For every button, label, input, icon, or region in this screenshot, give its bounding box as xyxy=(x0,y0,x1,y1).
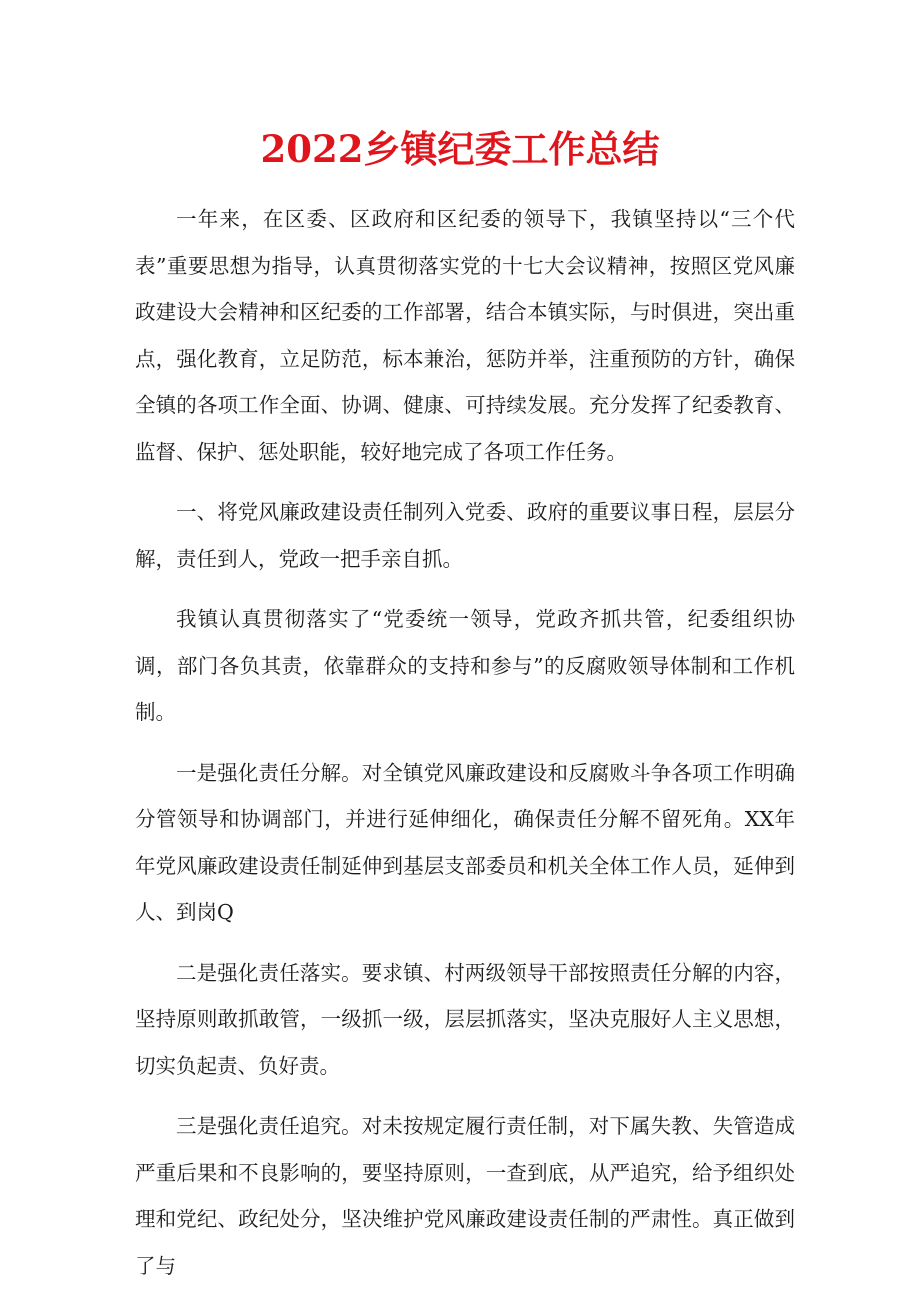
paragraph-responsibility-implementation: 二是强化责任落实。要求镇、村两级领导干部按照责任分解的内容，坚持原则敢抓敢管，一级抓一级，层层抓落实，坚决克服好人主义思想，切实负起责、负好责。 xyxy=(135,960,795,1078)
document-title: 2022乡镇纪委工作总结 xyxy=(260,127,660,171)
paragraph-section-one-heading: 一、将党风廉政建设责任制列入党委、政府的重要议事日程，层层分解，责任到人，党政一把手亲自抓。 xyxy=(135,500,795,571)
document-body xyxy=(135,196,795,1303)
paragraph-leadership-system: 我镇认真贯彻落实了“党委统一领导，党政齐抓共管，纪委组织协调，部门各负其责，依靠群众的支持和参与”的反腐败领导体制和工作机制。 xyxy=(135,607,795,724)
paragraph-responsibility-accountability: 三是强化责任追究。对未按规定履行责任制，对下属失教、失管造成严重后果和不良影响的，要坚持原则，一查到底，从严追究，给予组织处理和党纪、政纪处分，坚决维护党风廉政建设责任制的严肃性。真正做到了与 xyxy=(135,1114,795,1278)
paragraph-responsibility-breakdown: 一是强化责任分解。对全镇党风廉政建设和反腐败斗争各项工作明确分管领导和协调部门，并进行延伸细化，确保责任分解不留死角。XX年年党风廉政建设责任制延伸到基层支部委员和机关全体工作人员，延伸到人、到岗Q xyxy=(135,760,795,924)
paragraph-intro: 一年来，在区委、区政府和区纪委的领导下，我镇坚持以“三个代表”重要思想为指导，认真贯彻落实党的十七大会议精神，按照区党风廉政建设大会精神和区纪委的工作部署，结合本镇实际，与时俱进，突出重点，强化教育，立足防范，标本兼治，惩防并举，注重预防的方针，确保全镇的各项工作全面、协调、健康、可持续发展。充分发挥了纪委教育、监督、保护、惩处职能，较好地完成了各项工作任务。 xyxy=(135,207,795,464)
